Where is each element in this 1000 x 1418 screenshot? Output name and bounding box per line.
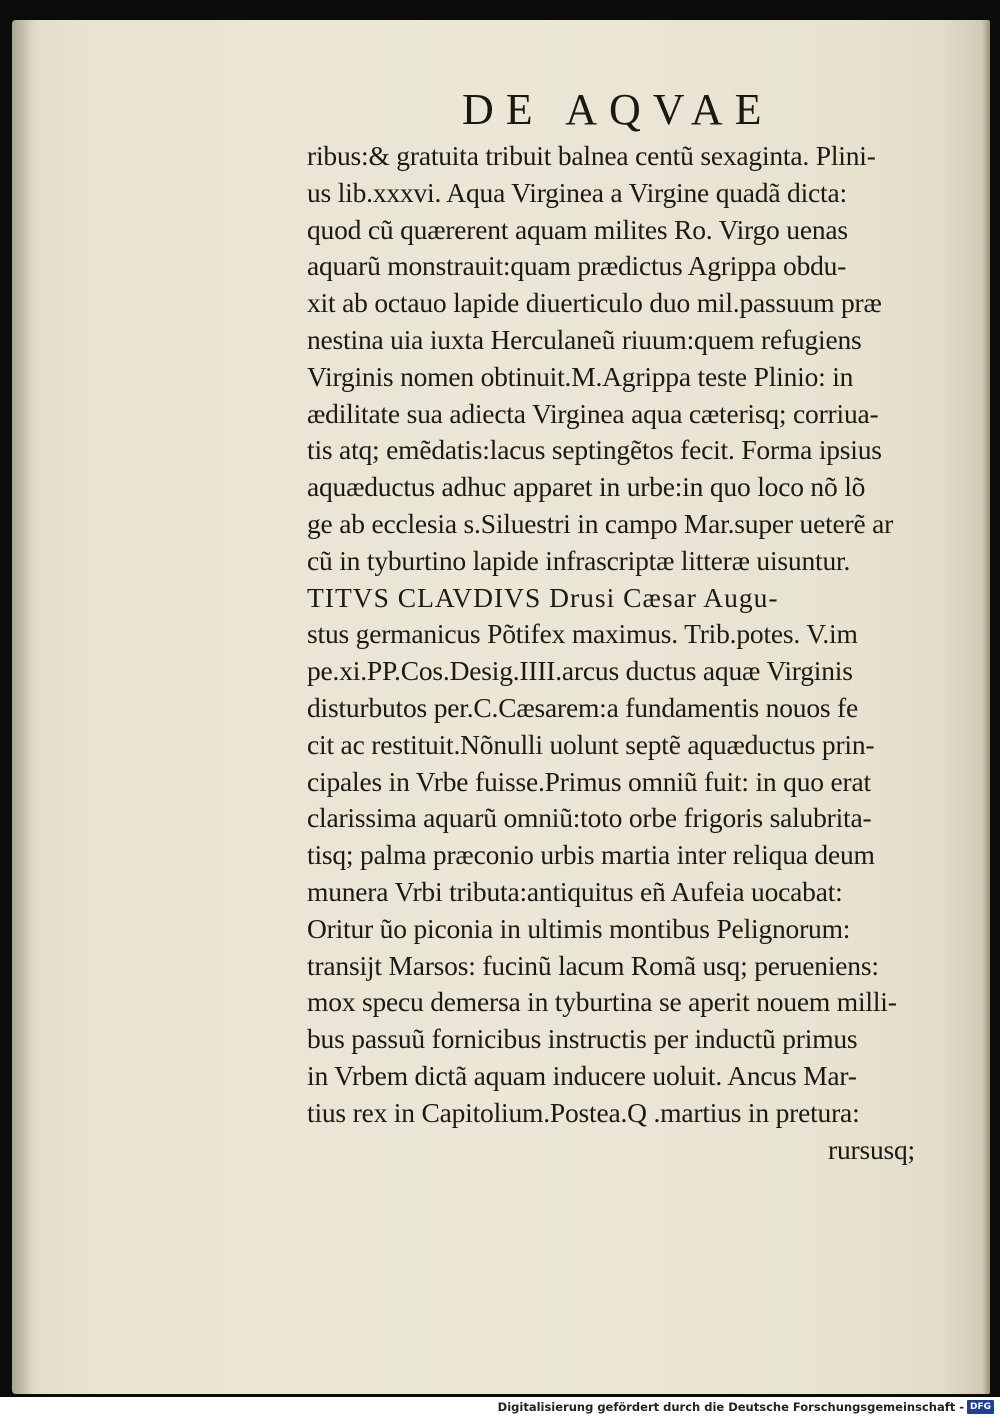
text-line: xit ab octauo lapide diuerticulo duo mil.passuum præ	[307, 287, 882, 319]
text-line: tis atq; emẽdatis:lacus septingẽtos fecit. Forma ipsius	[307, 434, 882, 466]
text-line: bus passuũ fornicibus instructis per inductũ primus	[307, 1023, 858, 1055]
text-line: us lib.xxxvi. Aqua Virginea a Virgine quadã dicta:	[307, 176, 847, 208]
page-gutter-shadow	[12, 20, 34, 1394]
running-head: DE AQVAE	[462, 85, 774, 134]
text-line: stus germanicus Põtifex maximus. Trib.potes. V.im	[307, 618, 858, 650]
text-line: disturbutos per.C.Cæsarem:a fundamentis nouos fe	[307, 691, 859, 723]
text-line: cipales in Vrbe fuisse.Primus omniũ fuit: in quo erat	[307, 765, 871, 797]
digitization-footer	[0, 1397, 1000, 1418]
text-line: mox specu demersa in tyburtina se aperit nouem milli-	[307, 986, 897, 1018]
page-edge-shadow	[982, 20, 990, 1394]
text-line: ædilitate sua adiecta Virginea aqua cæterisq; corriua-	[307, 397, 879, 429]
text-line: in Vrbem dictã aquam inducere uoluit. Ancus Mar-	[307, 1059, 857, 1091]
catchword: rursusq;	[827, 1133, 915, 1165]
text-line: cũ in tyburtino lapide infrascriptæ litteræ uisuntur.	[307, 544, 851, 576]
text-line: transijt Marsos: fucinũ lacum Romã usq; perueniens:	[307, 949, 879, 981]
text-line: clarissima aquarũ omniũ:toto orbe frigoris salubrita-	[307, 802, 872, 834]
text-line: munera Vrbi tributa:antiquitus eñ Aufeia uocabat:	[307, 875, 843, 907]
dfg-logo: DFG	[967, 1400, 994, 1414]
text-line: nestina uia iuxta Herculaneũ riuum:quem refugiens	[307, 323, 862, 355]
inscription-line: TITVS CLAVDIVS Drusi Cæsar Augu-	[307, 581, 779, 613]
text-line: aquæductus adhuc apparet in urbe:in quo loco nõ lõ	[307, 471, 866, 503]
text-line: Virginis nomen obtinuit.M.Agrippa teste Plinio: in	[307, 360, 854, 392]
text-line: pe.xi.PP.Cos.Desig.IIII.arcus ductus aquæ Virginis	[307, 655, 853, 687]
text-block	[307, 138, 927, 1168]
text-line: quod cũ quærerent aquam milites Ro. Virgo uenas	[307, 213, 848, 245]
text-line: tisq; palma præconio urbis martia inter reliqua deum	[307, 839, 875, 871]
text-line: aquarũ monstrauit:quam prædictus Agrippa obdu-	[307, 250, 847, 282]
text-line: ribus:& gratuita tribuit balnea centũ sexaginta. Plini-	[307, 140, 876, 171]
text-line: cit ac restituit.Nõnulli uolunt septẽ aquæductus prin-	[307, 728, 875, 760]
text-line: tius rex in Capitolium.Postea.Q .martius in pretura:	[307, 1096, 860, 1128]
text-line: Oritur ũo piconia in ultimis montibus Pelignorum:	[307, 912, 851, 944]
funding-notice: Digitalisierung gefördert durch die Deutsche Forschungsgemeinschaft -	[497, 1400, 964, 1414]
text-line: ge ab ecclesia s.Siluestri in campo Mar.super ueterẽ ar	[307, 507, 894, 539]
